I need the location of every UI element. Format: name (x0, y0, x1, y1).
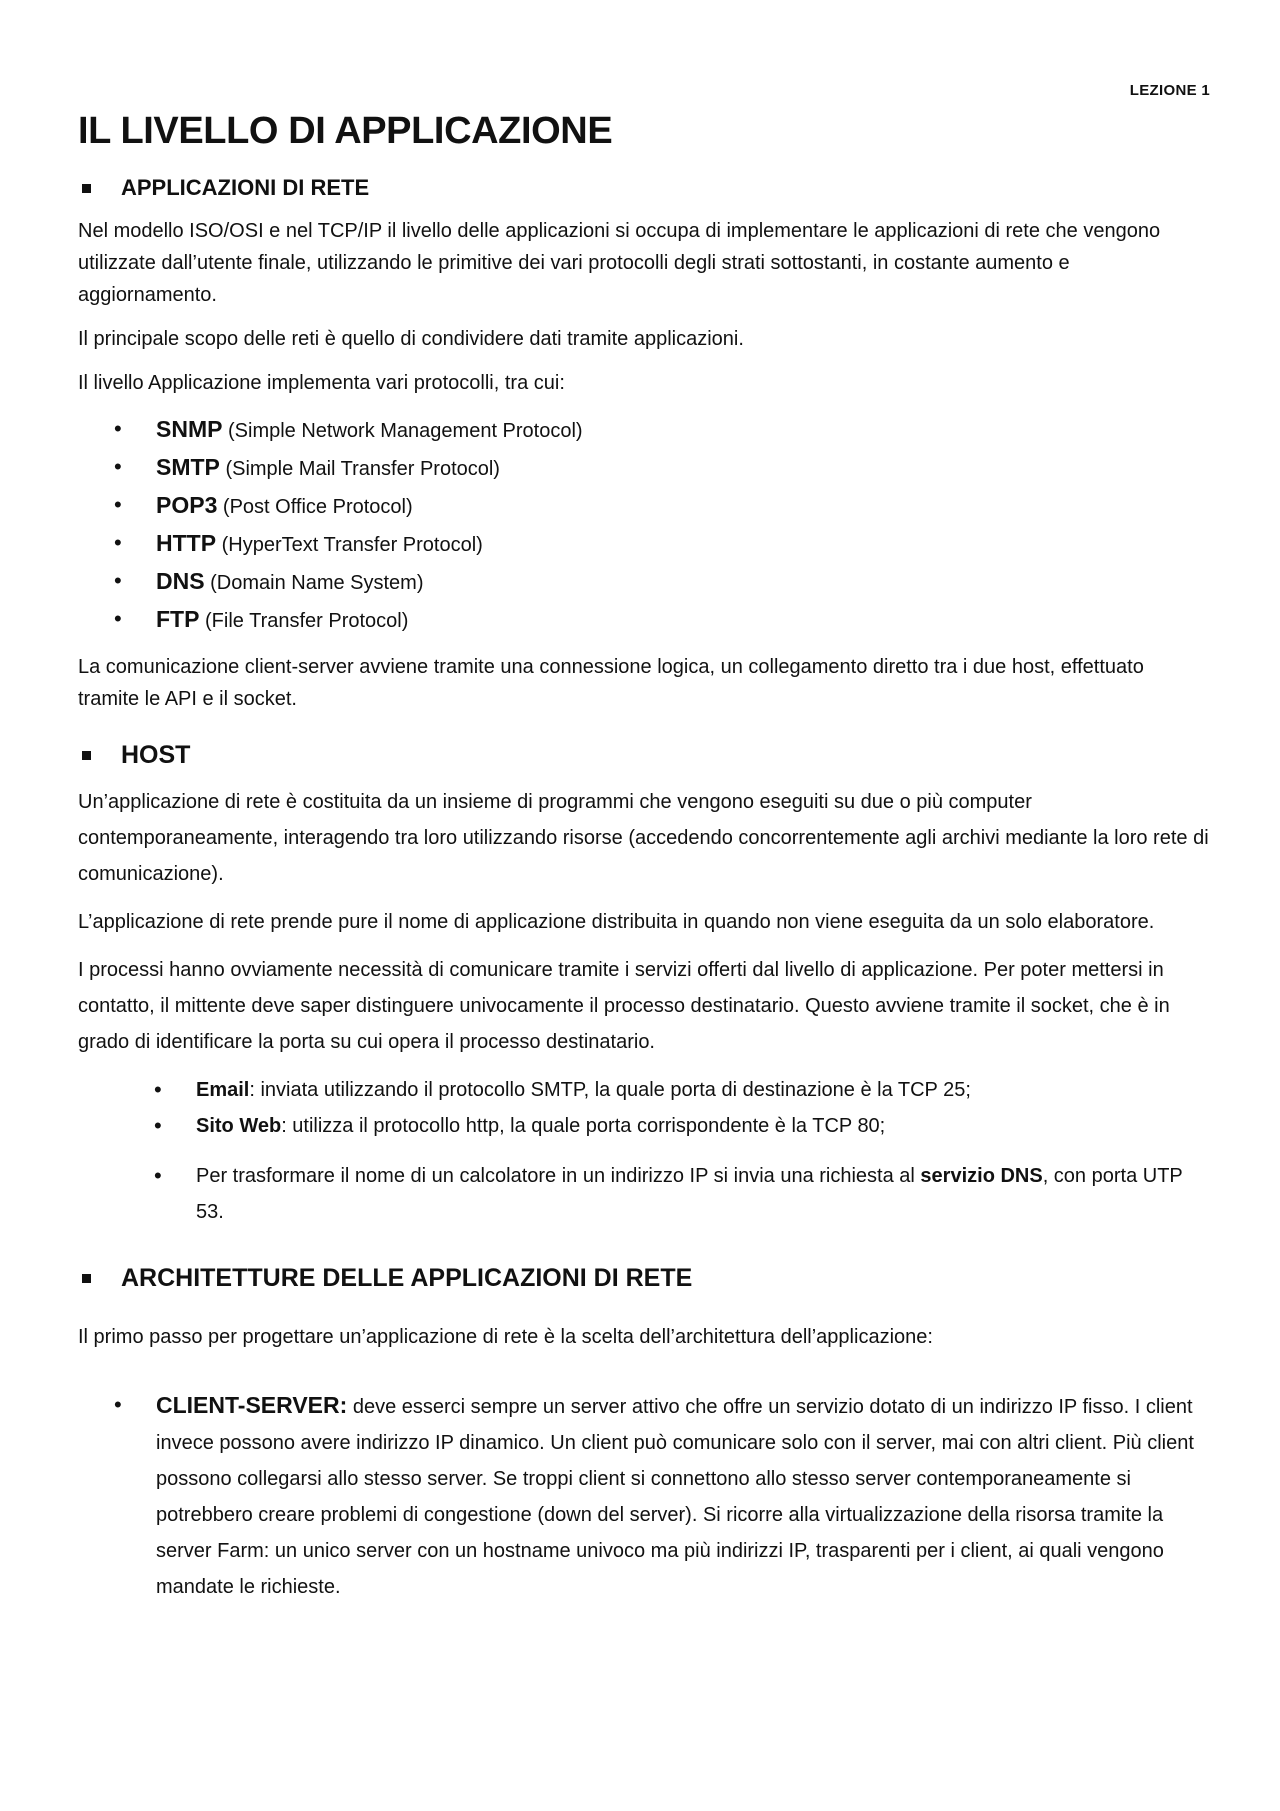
paragraph: I processi hanno ovviamente necessità di comunicare tramite i servizi offerti dal livello di applicazione. Per poter mettersi in contatto, il mittente deve saper distinguere univocamente il processo destinatario. Questo avviene tramite il socket, che è in grado di identificare la porta su cui opera il processo destinatario. (78, 959, 1170, 1053)
bullet-icon: • (114, 1392, 122, 1417)
page-title: IL LIVELLO DI APPLICAZIONE (78, 110, 613, 152)
paragraph: Il livello Applicazione implementa vari protocolli, tra cui: (78, 372, 565, 394)
bullet-icon: • (114, 530, 122, 555)
bullet-icon: • (154, 1077, 162, 1102)
list-item (78, 563, 1210, 601)
paragraph: L’applicazione di rete prende pure il nome di applicazione distribuita in quando non viene eseguita da un solo elaboratore. (78, 911, 1155, 933)
protocol-desc: (Simple Mail Transfer Protocol) (219, 458, 500, 480)
protocol-desc: (Domain Name System) (204, 572, 424, 594)
dns-text-pre: Per trasformare il nome di un calcolatore in un indirizzo IP si invia una richiesta al (196, 1165, 921, 1187)
protocol-name: HTTP (156, 530, 217, 556)
protocol-desc: (Simple Network Management Protocol) (222, 420, 583, 442)
paragraph: Un’applicazione di rete è costituita da un insieme di programmi che vengono eseguiti su due o più computer contemporaneamente, interagendo tra loro utilizzando risorse (accedendo concorrentemente agli archivi mediante la loro rete di comunicazione). (78, 791, 1209, 885)
bullet-icon: • (114, 606, 122, 631)
service-name: Email (196, 1079, 250, 1101)
section-heading-host (78, 741, 1210, 770)
protocol-name: SNMP (156, 416, 223, 442)
protocol-desc: (Post Office Protocol) (217, 496, 413, 518)
list-item (78, 411, 1210, 449)
square-bullet-icon (82, 751, 91, 760)
section-heading-label: ARCHITETTURE DELLE APPLICAZIONI DI RETE (121, 1264, 693, 1292)
section-heading-architetture (78, 1264, 1210, 1293)
paragraph: Il primo passo per progettare un’applicazione di rete è la scelta dell’architettura dell’applicazione: (78, 1326, 933, 1348)
dns-text-post: , con porta UTP 53. (196, 1165, 1183, 1223)
section-heading-label: APPLICAZIONI DI RETE (121, 175, 370, 200)
architecture-desc: deve esserci sempre un server attivo che offre un servizio dotato di un indirizzo IP fisso. I client invece possono avere indirizzo IP dinamico. Un client può comunicare solo con il server, mai con altri client. Più client possono collegarsi allo stesso server. Se troppi client si connettono allo stesso server contemporaneamente si potrebbero creare problemi di congestione (down del server). Si ricorre alla virtualizzazione della risorsa tramite la server Farm: un unico server con un hostname univoco ma più indirizzi IP, trasparenti per i client, ai quali vengono mandate le richieste. (156, 1396, 1194, 1598)
document-page (78, 72, 1210, 1617)
square-bullet-icon (82, 184, 91, 193)
bullet-icon: • (114, 568, 122, 593)
protocol-desc: (HyperText Transfer Protocol) (216, 534, 483, 556)
service-name: Sito Web (196, 1115, 282, 1137)
bullet-icon: • (114, 416, 122, 441)
list-item (78, 487, 1210, 525)
lesson-label: LEZIONE 1 (1129, 82, 1210, 99)
protocol-name: FTP (156, 606, 200, 632)
service-list (78, 1072, 1210, 1144)
bullet-icon: • (154, 1113, 162, 1138)
list-item (78, 601, 1210, 639)
protocol-name: POP3 (156, 492, 218, 518)
list-item (78, 449, 1210, 487)
architecture-list (78, 1387, 1210, 1605)
list-item (78, 1158, 1210, 1230)
protocol-name: DNS (156, 568, 205, 594)
list-item (78, 1108, 1210, 1144)
section-heading-label: HOST (121, 741, 191, 769)
list-item (78, 525, 1210, 563)
dns-list (78, 1158, 1210, 1230)
list-item (78, 1387, 1210, 1605)
protocol-desc: (File Transfer Protocol) (199, 610, 409, 632)
service-desc: : utilizza il protocollo http, la quale porta corrispondente è la TCP 80; (281, 1115, 886, 1137)
paragraph: Il principale scopo delle reti è quello di condividere dati tramite applicazioni. (78, 328, 744, 350)
bullet-icon: • (114, 454, 122, 479)
protocol-name: SMTP (156, 454, 220, 480)
dns-service-name: servizio DNS (920, 1165, 1043, 1187)
paragraph: La comunicazione client-server avviene tramite una connessione logica, un collegamento diretto tra i due host, effettuato tramite le API e il socket. (78, 656, 1144, 710)
list-item (78, 1072, 1210, 1108)
protocol-list (78, 411, 1210, 639)
square-bullet-icon (82, 1274, 91, 1283)
bullet-icon: • (154, 1163, 162, 1188)
bullet-icon: • (114, 492, 122, 517)
paragraph: Nel modello ISO/OSI e nel TCP/IP il livello delle applicazioni si occupa di implementare le applicazioni di rete che vengono utilizzate dall’utente finale, utilizzando le primitive dei vari protocolli degli strati sottostanti, in costante aumento e aggiornamento. (78, 220, 1161, 306)
section-heading-applicazioni (78, 175, 1210, 201)
service-desc: : inviata utilizzando il protocollo SMTP, la quale porta di destinazione è la TCP 25; (249, 1079, 971, 1101)
architecture-name: CLIENT-SERVER: (156, 1392, 348, 1418)
